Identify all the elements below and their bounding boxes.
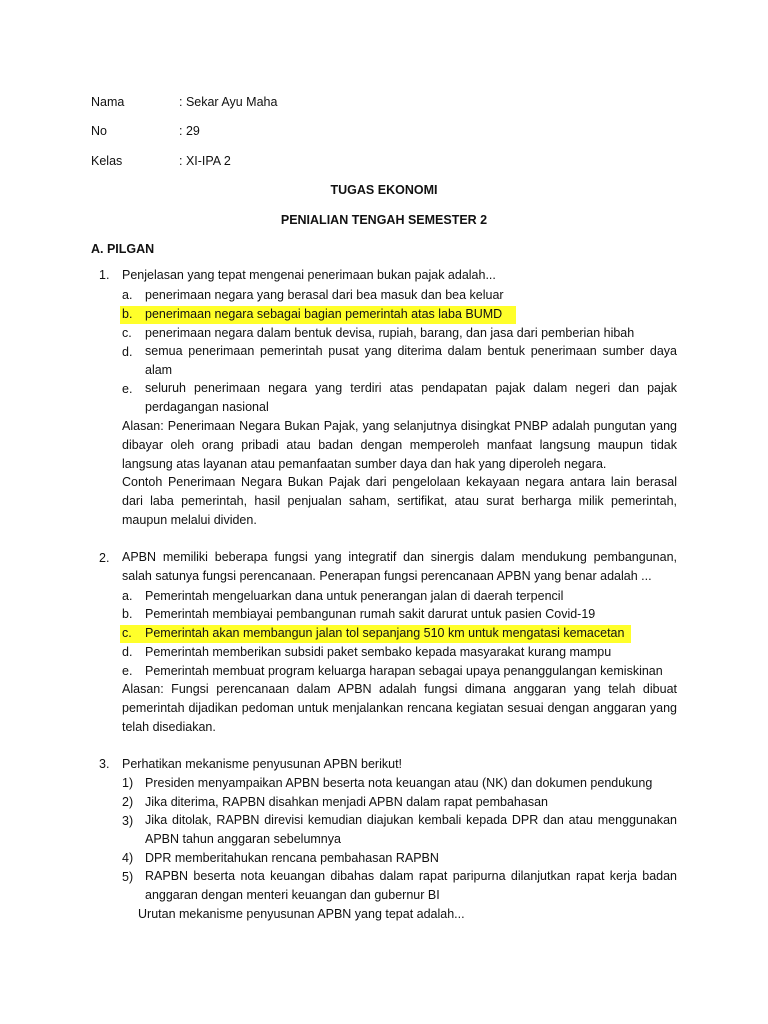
q2-option-c: Pemerintah akan membangun jalan tol sepanjang 510 km untuk mengatasi kemacetan — [145, 626, 625, 640]
q1-reason: Alasan: Penerimaan Negara Bukan Pajak, yang selanjutnya disingkat PNBP adalah pungutan yang dibayar oleh orang pribadi atau badan dengan memperoleh manfaat langsung maupun tidak langsung atas layanan atau pemanfaatan sumber daya dan hak yang diperoleh negara. — [122, 419, 677, 471]
q2-reason: Alasan: Fungsi perencanaan dalam APBN adalah fungsi dimana anggaran yang telah dibuat pemerintah dijadikan pedoman untuk menjalankan rencana kegiatan sesuai dengan anggaran yang telah disediakan. — [122, 682, 677, 734]
name-label: Nama — [91, 95, 125, 109]
document-title: TUGAS EKONOMI — [330, 183, 438, 197]
q2-number: 2. — [99, 551, 110, 565]
q3-step-4: DPR memberitahukan rencana pembahasan RAPBN — [145, 851, 439, 865]
q1-option-b: penerimaan negara sebagai bagian pemerintah atas laba BUMD — [145, 307, 503, 321]
q3-step-1: Presiden menyampaikan APBN beserta nota keuangan atau (NK) dan dokumen pendukung — [145, 776, 653, 790]
number-label: No — [91, 124, 107, 138]
class-label: Kelas — [91, 154, 123, 168]
q3-step-1-label: 1) — [122, 776, 134, 790]
class-value: : XI-IPA 2 — [179, 154, 231, 168]
q2-option-d: Pemerintah memberikan subsidi paket sembako kepada masyarakat kurang mampu — [145, 645, 612, 659]
q1-option-c: penerimaan negara dalam bentuk devisa, rupiah, barang, dan jasa dari pemberian hibah — [145, 326, 635, 340]
q1-reason-example: Contoh Penerimaan Negara Bukan Pajak dari pengelolaan kekayaan negara antara lain berasal dari laba pemerintah, hasil penjualan saham, sertifikat, atau surat berharga milik pemerintah, maupun melalui dividen. — [122, 475, 677, 527]
q2-option-b: Pemerintah membiayai pembangunan rumah sakit darurat untuk pasien Covid-19 — [145, 607, 596, 621]
q2-option-e-label: e. — [122, 664, 133, 678]
q2-option-c-label: c. — [122, 626, 132, 640]
q3-step-3-label: 3) — [122, 814, 134, 828]
q1-option-d: semua penerimaan pemerintah pusat yang diterima dalam bentuk penerimaan sumber daya alam — [145, 344, 677, 377]
q3-step-2-label: 2) — [122, 795, 134, 809]
name-value: : Sekar Ayu Maha — [179, 95, 278, 109]
q1-option-d-label: d. — [122, 345, 133, 359]
q1-question: Penjelasan yang tepat mengenai penerimaan bukan pajak adalah... — [122, 268, 496, 282]
q3-step-4-label: 4) — [122, 851, 134, 865]
q3-step-5: RAPBN beserta nota keuangan dibahas dalam rapat paripurna dilanjutkan rapat kerja badan anggaran dengan menteri keuangan dan gubernur BI — [145, 869, 677, 902]
q3-step-3: Jika ditolak, RAPBN direvisi kemudian diajukan kembali kepada DPR dan atau menggunakan APBN tahun anggaran sebelumnya — [145, 813, 677, 846]
q2-option-a: Pemerintah mengeluarkan dana untuk penerangan jalan di daerah terpencil — [145, 589, 564, 603]
q2-option-a-label: a. — [122, 589, 133, 603]
q1-option-e: seluruh penerimaan negara yang terdiri atas pendapatan pajak dalam negeri dan pajak perdagangan nasional — [145, 381, 677, 414]
q1-option-e-label: e. — [122, 382, 133, 396]
q3-step-2: Jika diterima, RAPBN disahkan menjadi APBN dalam rapat pembahasan — [145, 795, 548, 809]
number-value: : 29 — [179, 124, 200, 138]
q1-number: 1. — [99, 268, 110, 282]
section-heading: A. PILGAN — [91, 242, 155, 256]
q3-number: 3. — [99, 757, 110, 771]
q2-option-e: Pemerintah membuat program keluarga harapan sebagai upaya penanggulangan kemiskinan — [145, 664, 663, 678]
q3-step-5-label: 5) — [122, 870, 134, 884]
q2-option-d-label: d. — [122, 645, 133, 659]
q1-option-a-label: a. — [122, 288, 133, 302]
q1-option-c-label: c. — [122, 326, 132, 340]
q3-question: Perhatikan mekanisme penyusunan APBN berikut! — [122, 757, 403, 771]
document-subtitle: PENIALIAN TENGAH SEMESTER 2 — [280, 213, 488, 227]
q3-closing: Urutan mekanisme penyusunan APBN yang tepat adalah... — [138, 907, 465, 921]
q1-option-a: penerimaan negara yang berasal dari bea masuk dan bea keluar — [145, 288, 504, 302]
q2-option-b-label: b. — [122, 607, 133, 621]
q1-option-b-label: b. — [122, 307, 133, 321]
q2-question: APBN memiliki beberapa fungsi yang integratif dan sinergis dalam mendukung pembangunan, salah satunya fungsi perencanaan. Penerapan fungsi perencanaan APBN yang benar adalah ... — [122, 550, 677, 583]
